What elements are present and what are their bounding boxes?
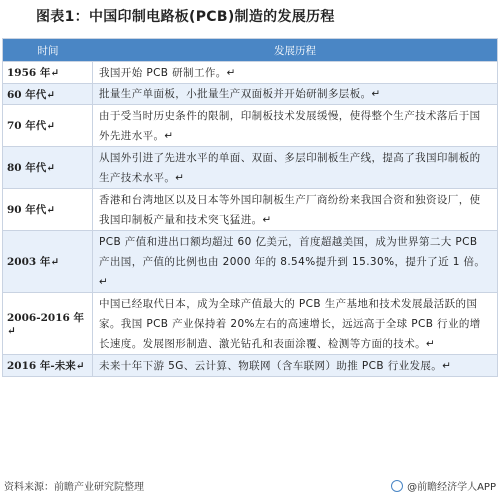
figure-title: 图表1：中国印制电路板(PCB)制造的发展历程 xyxy=(36,9,335,25)
table-row xyxy=(3,146,497,188)
desc-cell: 中国已经取代日本，成为全球产值最大的 PCB 生产基地和技术发展最活跃的国家。我国 PCB 产业保持着 20%左右的高速增长，远远高于全球 PCB 行业的增长速度。发展图形制造、激光钻孔和表面涂覆、检测等方面的技术。↵ xyxy=(99,297,481,350)
desc-cell: 未来十年下游 5G、云计算、物联网（含车联网）助推 PCB 行业发展。↵ xyxy=(99,359,452,372)
time-cell: 2016 年-未来↵ xyxy=(3,355,93,376)
desc-cell: 香港和台湾地区以及日本等外国印制板生产厂商纷纷来我国合资和独资设厂，使我国印制板产量和技术突飞猛进。↵ xyxy=(99,193,481,226)
time-cell: 1956 年↵ xyxy=(3,62,93,83)
table-row xyxy=(3,354,497,376)
table-row xyxy=(3,83,497,104)
brand-mark xyxy=(391,478,496,493)
desc-cell: 从国外引进了先进水平的单面、双面、多层印制板生产线，提高了我国印制板的生产技术水平。↵ xyxy=(99,151,481,184)
table-row xyxy=(3,230,497,292)
footer xyxy=(4,478,496,494)
table-header xyxy=(3,39,497,61)
time-cell: 70 年代↵ xyxy=(3,105,93,146)
table-row xyxy=(3,188,497,230)
desc-cell: 由于受当时历史条件的限制，印制板技术发展缓慢，使得整个生产技术落后于国外先进水平。↵ xyxy=(99,109,481,142)
table-row xyxy=(3,104,497,146)
table-row xyxy=(3,61,497,83)
logo-icon xyxy=(391,480,403,492)
time-cell: 2003 年↵ xyxy=(3,231,93,292)
time-cell: 80 年代↵ xyxy=(3,147,93,188)
desc-cell: 批量生产单面板，小批量生产双面板并开始研制多层板。↵ xyxy=(99,88,381,100)
pcb-history-table xyxy=(2,38,498,377)
time-cell: 90 年代↵ xyxy=(3,189,93,230)
time-cell: 2006-2016 年↵ xyxy=(3,293,93,354)
header-time: 时间 xyxy=(37,44,59,57)
header-desc: 发展历程 xyxy=(274,44,316,57)
desc-cell: 我国开始 PCB 研制工作。↵ xyxy=(99,66,236,79)
desc-cell: PCB 产值和进出口额均超过 60 亿美元，首度超越美国，成为世界第二大 PCB 产出国，产值的比例也由 2000 年的 8.54%提升到 15.30%，提升了近 1 倍。↵ xyxy=(99,235,486,288)
brand-label: @前瞻经济学人APP xyxy=(407,482,496,493)
table-row xyxy=(3,292,497,354)
source-note: 资料来源：前瞻产业研究院整理 xyxy=(4,482,144,493)
time-cell: 60 年代↵ xyxy=(3,84,93,104)
